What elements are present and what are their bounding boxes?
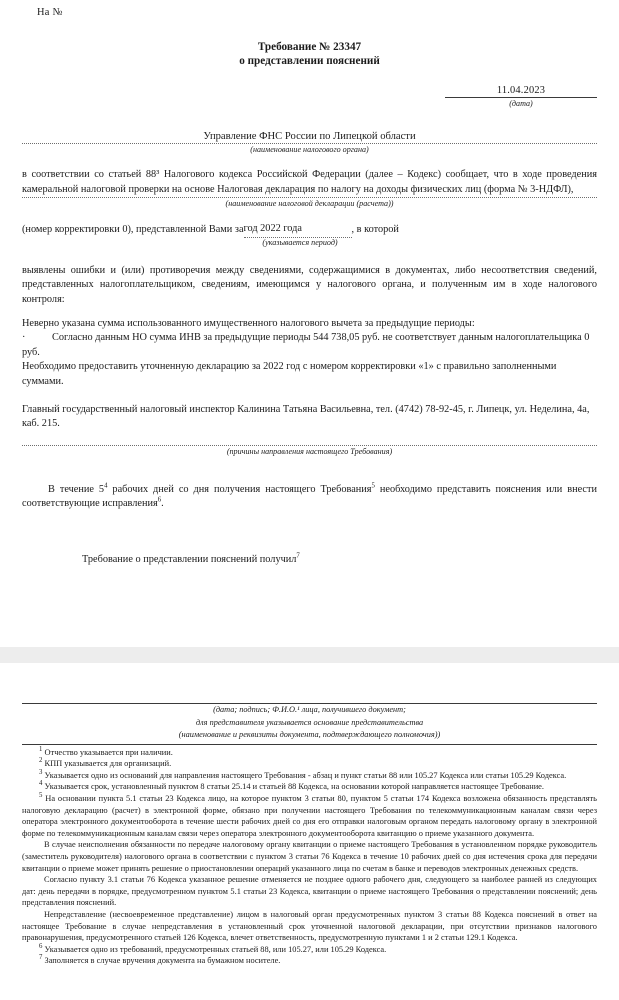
footnote-item — [22, 781, 597, 793]
footnote-item — [22, 874, 597, 909]
document-title-sub: о представлении пояснений — [239, 55, 380, 67]
footnote-marker: 1 — [39, 745, 43, 753]
deadline-part-3: необходимо представить пояснения или внести соответствующие исправления — [22, 483, 597, 510]
spacer — [22, 565, 597, 647]
reason-line-2-text: Согласно данным НО сумма ИНВ за предыдущие периоды 544 738,05 руб. не соответствует данным налогоплательщика 0 руб. — [22, 332, 590, 358]
spacer — [22, 474, 597, 483]
spacer — [22, 155, 597, 168]
footnote-marker: 5 — [39, 792, 43, 800]
page-break-separator — [0, 647, 619, 663]
footnote-text: Отчество указывается при наличии. — [44, 747, 173, 757]
received-footnote-ref-7: 7 — [296, 552, 300, 560]
correction-number-row — [22, 222, 597, 238]
deadline-part-1: В течение 5 — [48, 483, 105, 495]
footnote-marker: 7 — [39, 954, 43, 962]
reason-line-1: Неверно указана сумма использованного имущественного налогового вычета за предыдущие периоды: — [22, 317, 475, 329]
period-caption-row — [22, 238, 597, 247]
spacer — [22, 308, 597, 317]
deadline-part-2: рабочих дней со дня получения настоящего Требования — [107, 483, 372, 495]
footnote-item — [22, 747, 597, 759]
footnote-marker: 6 — [39, 942, 43, 950]
received-text: Требование о представлении пояснений получил — [82, 553, 297, 565]
signature-caption-line-1: (дата; подпись; Ф.И.О.¹ лица, получившего документ; — [213, 704, 406, 714]
footnote-text: Заполняется в случае вручения документа на бумажном носителе. — [44, 956, 281, 966]
date-caption: (дата) — [509, 99, 533, 108]
signature-caption-line-3: (наименование и реквизиты документа, подтверждающего полномочия)) — [178, 730, 441, 740]
tax-authority-name: Управление ФНС России по Липецкой области — [203, 131, 416, 142]
footnote-item — [22, 839, 597, 874]
spacer — [22, 390, 597, 403]
footnote-marker: 3 — [39, 769, 43, 777]
deadline-period: . — [161, 498, 164, 510]
declaration-caption: (наименование налоговой декларации (расчета)) — [225, 199, 394, 209]
deadline-footnote-ref-4: 4 — [104, 482, 108, 490]
caption-spacer — [22, 238, 205, 247]
footnote-marker: 4 — [39, 780, 43, 788]
deadline-footnote-ref-5: 5 — [371, 482, 375, 490]
spacer — [22, 687, 597, 703]
footnote-text: Указывается срок, установленный пунктом 8 статьи 25.14 и статьей 88 Кодекса, на основании которой направляется настоящее Требование. — [44, 782, 544, 792]
footnote-item — [22, 909, 597, 944]
footnote-item — [22, 770, 597, 782]
footnote-text: Указывается одно из требований, предусмотренных статьей 88, или 105.27, или 105.29 Кодекса. — [44, 944, 387, 954]
footnote-text: Указывается одно из оснований для направления настоящего Требования - абзац и пункт статьи 88 или 105.27 Кодекса или статьи 105.29 Кодекса. — [44, 770, 567, 780]
footnote-item — [22, 793, 597, 839]
correction-suffix: , в которой — [351, 224, 399, 236]
footnote-item — [22, 955, 597, 967]
reason-line-3: Необходимо предоставить уточненную декларацию за 2022 год с номером корректировки «1» с правильно заполненными суммами. — [22, 361, 557, 387]
spacer — [22, 432, 597, 445]
reference-line: На № — [37, 7, 63, 18]
date-block — [22, 85, 597, 108]
received-acknowledgement — [82, 554, 597, 565]
footnote-marker: 2 — [39, 757, 43, 765]
correction-period-value: год 2022 года — [244, 222, 352, 238]
spacer — [22, 209, 597, 222]
document-date: 11.04.2023 — [445, 85, 597, 98]
document-title-main: Требование № 23347 — [257, 41, 362, 53]
inspector-info: Главный государственный налоговый инспектор Калинина Татьяна Васильевна, тел. (4742) 78-92-45, г. Липецк, ул. Неделина, 4а, каб. 215. — [22, 403, 590, 430]
document-page-two — [0, 663, 619, 981]
page-title — [22, 40, 597, 68]
bullet-icon: · — [22, 332, 26, 344]
basis-paragraph: в соответствии со статьей 88³ Налогового кодекса Российской Федерации (далее – Кодекс) сообщает, что в ходе проведения камеральной налоговой проверки на основе Налоговая декларация по налогу на доходы физических лиц (форма № 3-НДФЛ), — [22, 169, 597, 195]
footnote-text: В случае неисполнения обязанности по передаче налоговому органу квитанции о приеме настоящего Требования в установленном порядке руководитель (заместитель руководителя) налогового органа в соответствии с пунктом 3 статьи 76 Кодекса в течение 10 рабочих дней со дня истечения срока для передачи квитанции о приеме может принять решение о приостановлении операций указанного лица по счетам в банке и переводов электронных денежных средств. — [22, 840, 597, 873]
footnote-text: Согласно пункту 3.1 статьи 76 Кодекса указанное решение отменяется не позднее одного рабочего дня, следующего за наиболее ранней из следующих дат: день передачи в порядке, предусмотренном пунктом 5.1 статьи 23 Кодекса, квитанции о приеме настоящего Требования о представлении пояснений; день представления пояснений. — [22, 875, 597, 908]
footnote-rule — [22, 744, 597, 745]
footnote-text: Непредставление (несвоевременное представление) лицом в налоговый орган предусмотренных пунктом 3 статьи 88 Кодекса пояснений в ответ на настоящее Требование в случае непредставления в установленный срок уточненной налоговой декларации, при отсутствии признаков налогового правонарушения, предусмотренного статьей 126 Кодекса, влечет ответственность, предусмотренную пунктами 1 и 2 статьи 129.1 Кодекса. — [22, 910, 597, 943]
spacer — [22, 457, 597, 474]
reason-line-2 — [22, 331, 597, 360]
footnote-text: КПП указывается для организаций. — [44, 759, 172, 769]
footnote-text: На основании пункта 5.1 статьи 23 Кодекса лицо, на которое пунктом 3 статьи 80, пунктом 5 статьи 174 Кодекса возложена обязанность представлять налоговую декларацию (расчет) в электронной форме, обязано при получении настоящего Требования по телекоммуникационным каналам связи через оператора электронного документооборота в течение шести рабочих дней со дня его отправки налоговым органом передать налоговому органу в электронной форме по телекоммуникационным каналам связи через оператора электронного документооборота квитанцию о приеме указанного документа. — [22, 794, 597, 838]
discrepancy-paragraph: выявлены ошибки и (или) противоречия между сведениями, содержащимися в документах, либо несоответствия сведений, представленных налогоплательщиком, сведениям, имеющимся у налогового органа, и полученным им в ходе налогового контроля: — [22, 264, 597, 305]
spacer — [22, 512, 597, 554]
spacer — [22, 247, 597, 264]
deadline-footnote-ref-6: 6 — [157, 496, 162, 504]
period-caption: (указывается период) — [262, 237, 338, 247]
footnotes-list — [22, 747, 597, 967]
footnote-item — [22, 944, 597, 956]
reasons-caption: (причины направления настоящего Требования) — [226, 446, 393, 456]
signature-caption-line-2: для представителя указывается основание представительства — [195, 717, 424, 727]
deadline-paragraph — [22, 483, 597, 512]
footnote-item — [22, 758, 597, 770]
tax-authority-caption: (наименование налогового органа) — [250, 145, 369, 154]
correction-prefix: (номер корректировки 0), представленной Вами за — [22, 224, 244, 236]
